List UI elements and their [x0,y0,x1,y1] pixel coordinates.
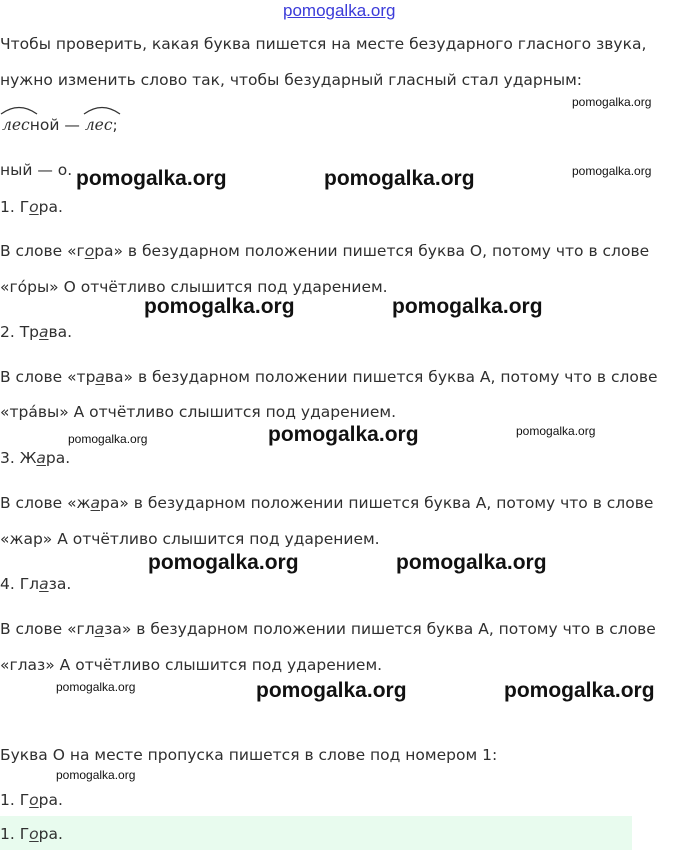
watermark-top[interactable]: pomogalka.org [283,1,396,20]
intro-line-2: нужно изменить слово так, чтобы безударный гласный стал ударным: [0,71,583,89]
watermark-big: pomogalka.org [144,295,295,318]
item-explanation-2: «трáвы» А отчётливо слышится под ударением. [0,403,397,421]
watermark-small: pomogalka.org [516,424,596,438]
watermark-big: pomogalka.org [392,295,543,318]
item-explanation-2: «гóры» О отчётливо слышится под ударением. [0,278,388,296]
cut-line: ный — о. [0,161,73,179]
answer-highlight [0,816,632,850]
watermark-big: pomogalka.org [504,679,655,702]
item-title: 1. Гора. [0,198,63,216]
dash: — [64,116,80,134]
watermark-small: pomogalka.org [572,164,652,178]
item-title: 2. Трава. [0,323,73,341]
watermark-big: pomogalka.org [256,679,407,702]
item-explanation-1: В слове «трава» в безударном положении пишется буква А, потому что в слове [0,368,658,386]
vowel: а [90,494,101,512]
item-explanation-2: «жар» А отчётливо слышится под ударением. [0,530,380,548]
root-arc-icon [83,105,121,115]
root-word-2 [85,114,113,136]
root-word-1 [2,114,30,136]
vowel: а [36,449,46,467]
watermark-small: pomogalka.org [56,768,136,782]
conclusion: Буква О на месте пропуска пишется в слове под номером 1: [0,746,498,764]
item-title: 4. Глаза. [0,575,72,593]
root-arc-icon [0,105,38,115]
punct: ; [112,116,118,134]
answer-highlight-text: 1. Гора. [0,825,63,843]
watermark-big: pomogalka.org [76,167,227,190]
vowel: а [39,323,49,341]
vowel: а [94,620,105,638]
morpheme-example [2,114,118,136]
watermark-small: pomogalka.org [56,680,136,694]
vowel: о [29,825,39,843]
vowel: о [29,198,39,216]
vowel: а [39,575,49,593]
ending-1: ной [29,116,60,134]
vowel: о [29,791,39,809]
root-1: лес [2,116,30,134]
item-title: 3. Жара. [0,449,71,467]
answer-line: 1. Гора. [0,791,63,809]
item-explanation-1: В слове «глаза» в безударном положении пишется буква А, потому что в слове [0,620,656,638]
watermark-small: pomogalka.org [572,95,652,109]
watermark-big: pomogalka.org [268,423,419,446]
item-explanation-1: В слове «гора» в безударном положении пишется буква О, потому что в слове [0,242,650,260]
vowel: о [84,242,95,260]
item-explanation-2: «глаз» А отчётливо слышится под ударением. [0,656,383,674]
intro-line-1: Чтобы проверить, какая буква пишется на месте безударного гласного звука, [0,35,647,53]
watermark-small: pomogalka.org [68,432,148,446]
watermark-big: pomogalka.org [396,551,547,574]
item-explanation-1: В слове «жара» в безударном положении пишется буква А, потому что в слове [0,494,654,512]
watermark-big: pomogalka.org [148,551,299,574]
root-2: лес [84,116,113,134]
watermark-big: pomogalka.org [324,167,475,190]
vowel: а [95,368,105,386]
